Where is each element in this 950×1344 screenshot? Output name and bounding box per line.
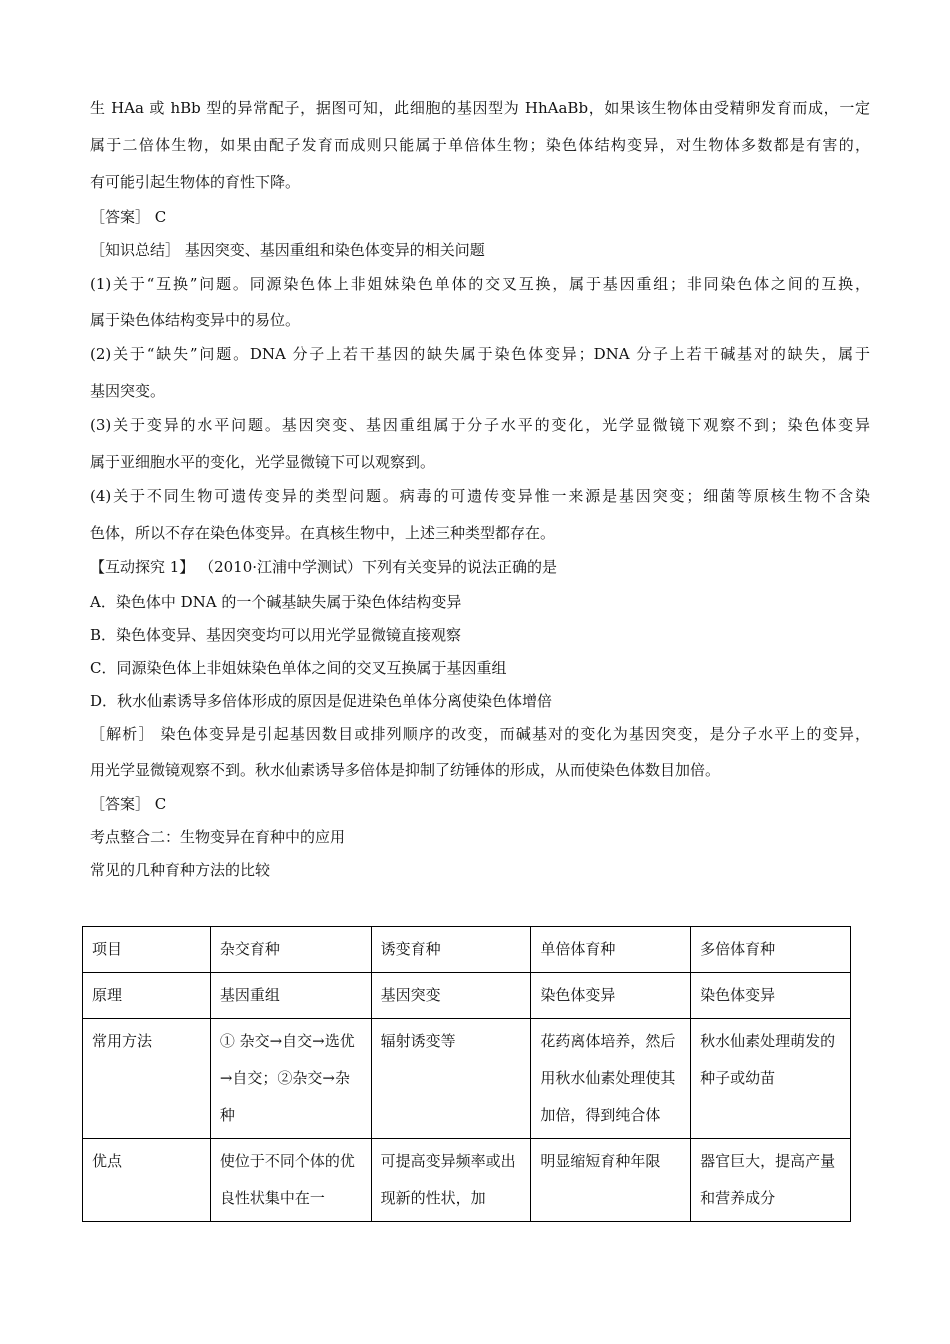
text-line: D．秋水仙素诱导多倍体形成的原因是促进染色单体分离使染色体增倍 [90,692,553,710]
text-line: 基因突变。 [90,382,166,400]
text-line: ［知识总结］ 基因突变、基因重组和染色体变异的相关问题 [90,241,485,259]
table-header-cell: 多倍体育种 [691,927,851,973]
text-line: 常见的几种育种方法的比较 [90,861,271,879]
text-line: (2)关于“缺失”问题。DNA 分子上若干基因的缺失属于染色体变异；DNA 分子上若干碱基对的缺失，属于 [90,345,870,363]
text-line: (1)关于“互换”问题。同源染色体上非姐妹染色单体的交叉互换，属于基因重组；非同染色体之间的互换， [90,275,870,293]
table-header-cell: 诱变育种 [371,927,531,973]
table-cell: 常用方法 [83,1019,211,1139]
text-line: ［答案］ C [90,795,167,813]
table-row [83,1139,851,1222]
text-line: ［答案］ C [90,208,167,226]
text-line: A．染色体中 DNA 的一个碱基缺失属于染色体结构变异 [90,593,462,611]
table-cell: 染色体变异 [531,973,691,1019]
table-cell: 基因突变 [371,973,531,1019]
table-cell: 辐射诱变等 [371,1019,531,1139]
text-line: 生 HAa 或 hBb 型的异常配子，据图可知，此细胞的基因型为 HhAaBb，如果该生物体由受精卵发育而成，一定 [90,99,870,117]
table-row [83,973,851,1019]
text-line: (3)关于变异的水平问题。基因突变、基因重组属于分子水平的变化，光学显微镜下观察不到；染色体变异 [90,416,870,434]
table-row [83,1019,851,1139]
table-header-row [83,927,851,973]
table-header-cell: 杂交育种 [210,927,371,973]
text-line: 属于染色体结构变异中的易位。 [90,311,301,329]
text-line: 有可能引起生物体的育性下降。 [90,173,301,191]
text-line: ［解析］ 染色体变异是引起基因数目或排列顺序的改变，而碱基对的变化为基因突变，是分子水平上的变异， [90,725,870,743]
table-cell: 秋水仙素处理萌发的种子或幼苗 [691,1019,851,1139]
text-line: 用光学显微镜观察不到。秋水仙素诱导多倍体是抑制了纺锤体的形成，从而使染色体数目加倍。 [90,761,721,779]
text-line: 属于二倍体生物，如果由配子发育而成则只能属于单倍体生物；染色体结构变异，对生物体多数都是有害的， [90,136,870,154]
text-line: (4)关于不同生物可遗传变异的类型问题。病毒的可遗传变异惟一来源是基因突变；细菌等原核生物不含染 [90,487,870,505]
table-cell: 优点 [83,1139,211,1222]
text-line: 【互动探究 1】 （2010·江浦中学测试）下列有关变异的说法正确的是 [90,558,558,576]
breeding-comparison-table [82,926,851,1222]
table-cell: 染色体变异 [691,973,851,1019]
table-cell: 器官巨大，提高产量和营养成分 [691,1139,851,1222]
table-cell: 明显缩短育种年限 [531,1139,691,1222]
text-line: 属于亚细胞水平的变化，光学显微镜下可以观察到。 [90,453,436,471]
table-header-cell: 项目 [83,927,211,973]
table-cell: 基因重组 [210,973,371,1019]
text-line: 色体，所以不存在染色体变异。在真核生物中，上述三种类型都存在。 [90,524,556,542]
text-line: B．染色体变异、基因突变均可以用光学显微镜直接观察 [90,626,462,644]
table-header-cell: 单倍体育种 [531,927,691,973]
table-cell: 使位于不同个体的优良性状集中在一 [210,1139,371,1222]
table-cell: 原理 [83,973,211,1019]
table-cell: 可提高变异频率或出现新的性状，加 [371,1139,531,1222]
text-line: C．同源染色体上非姐妹染色单体之间的交叉互换属于基因重组 [90,659,507,677]
table-cell: 花药离体培养，然后用秋水仙素处理使其加倍，得到纯合体 [531,1019,691,1139]
table-cell: ① 杂交→自交→选优→自交；②杂交→杂种 [210,1019,371,1139]
text-line: 考点整合二：生物变异在育种中的应用 [90,828,346,846]
